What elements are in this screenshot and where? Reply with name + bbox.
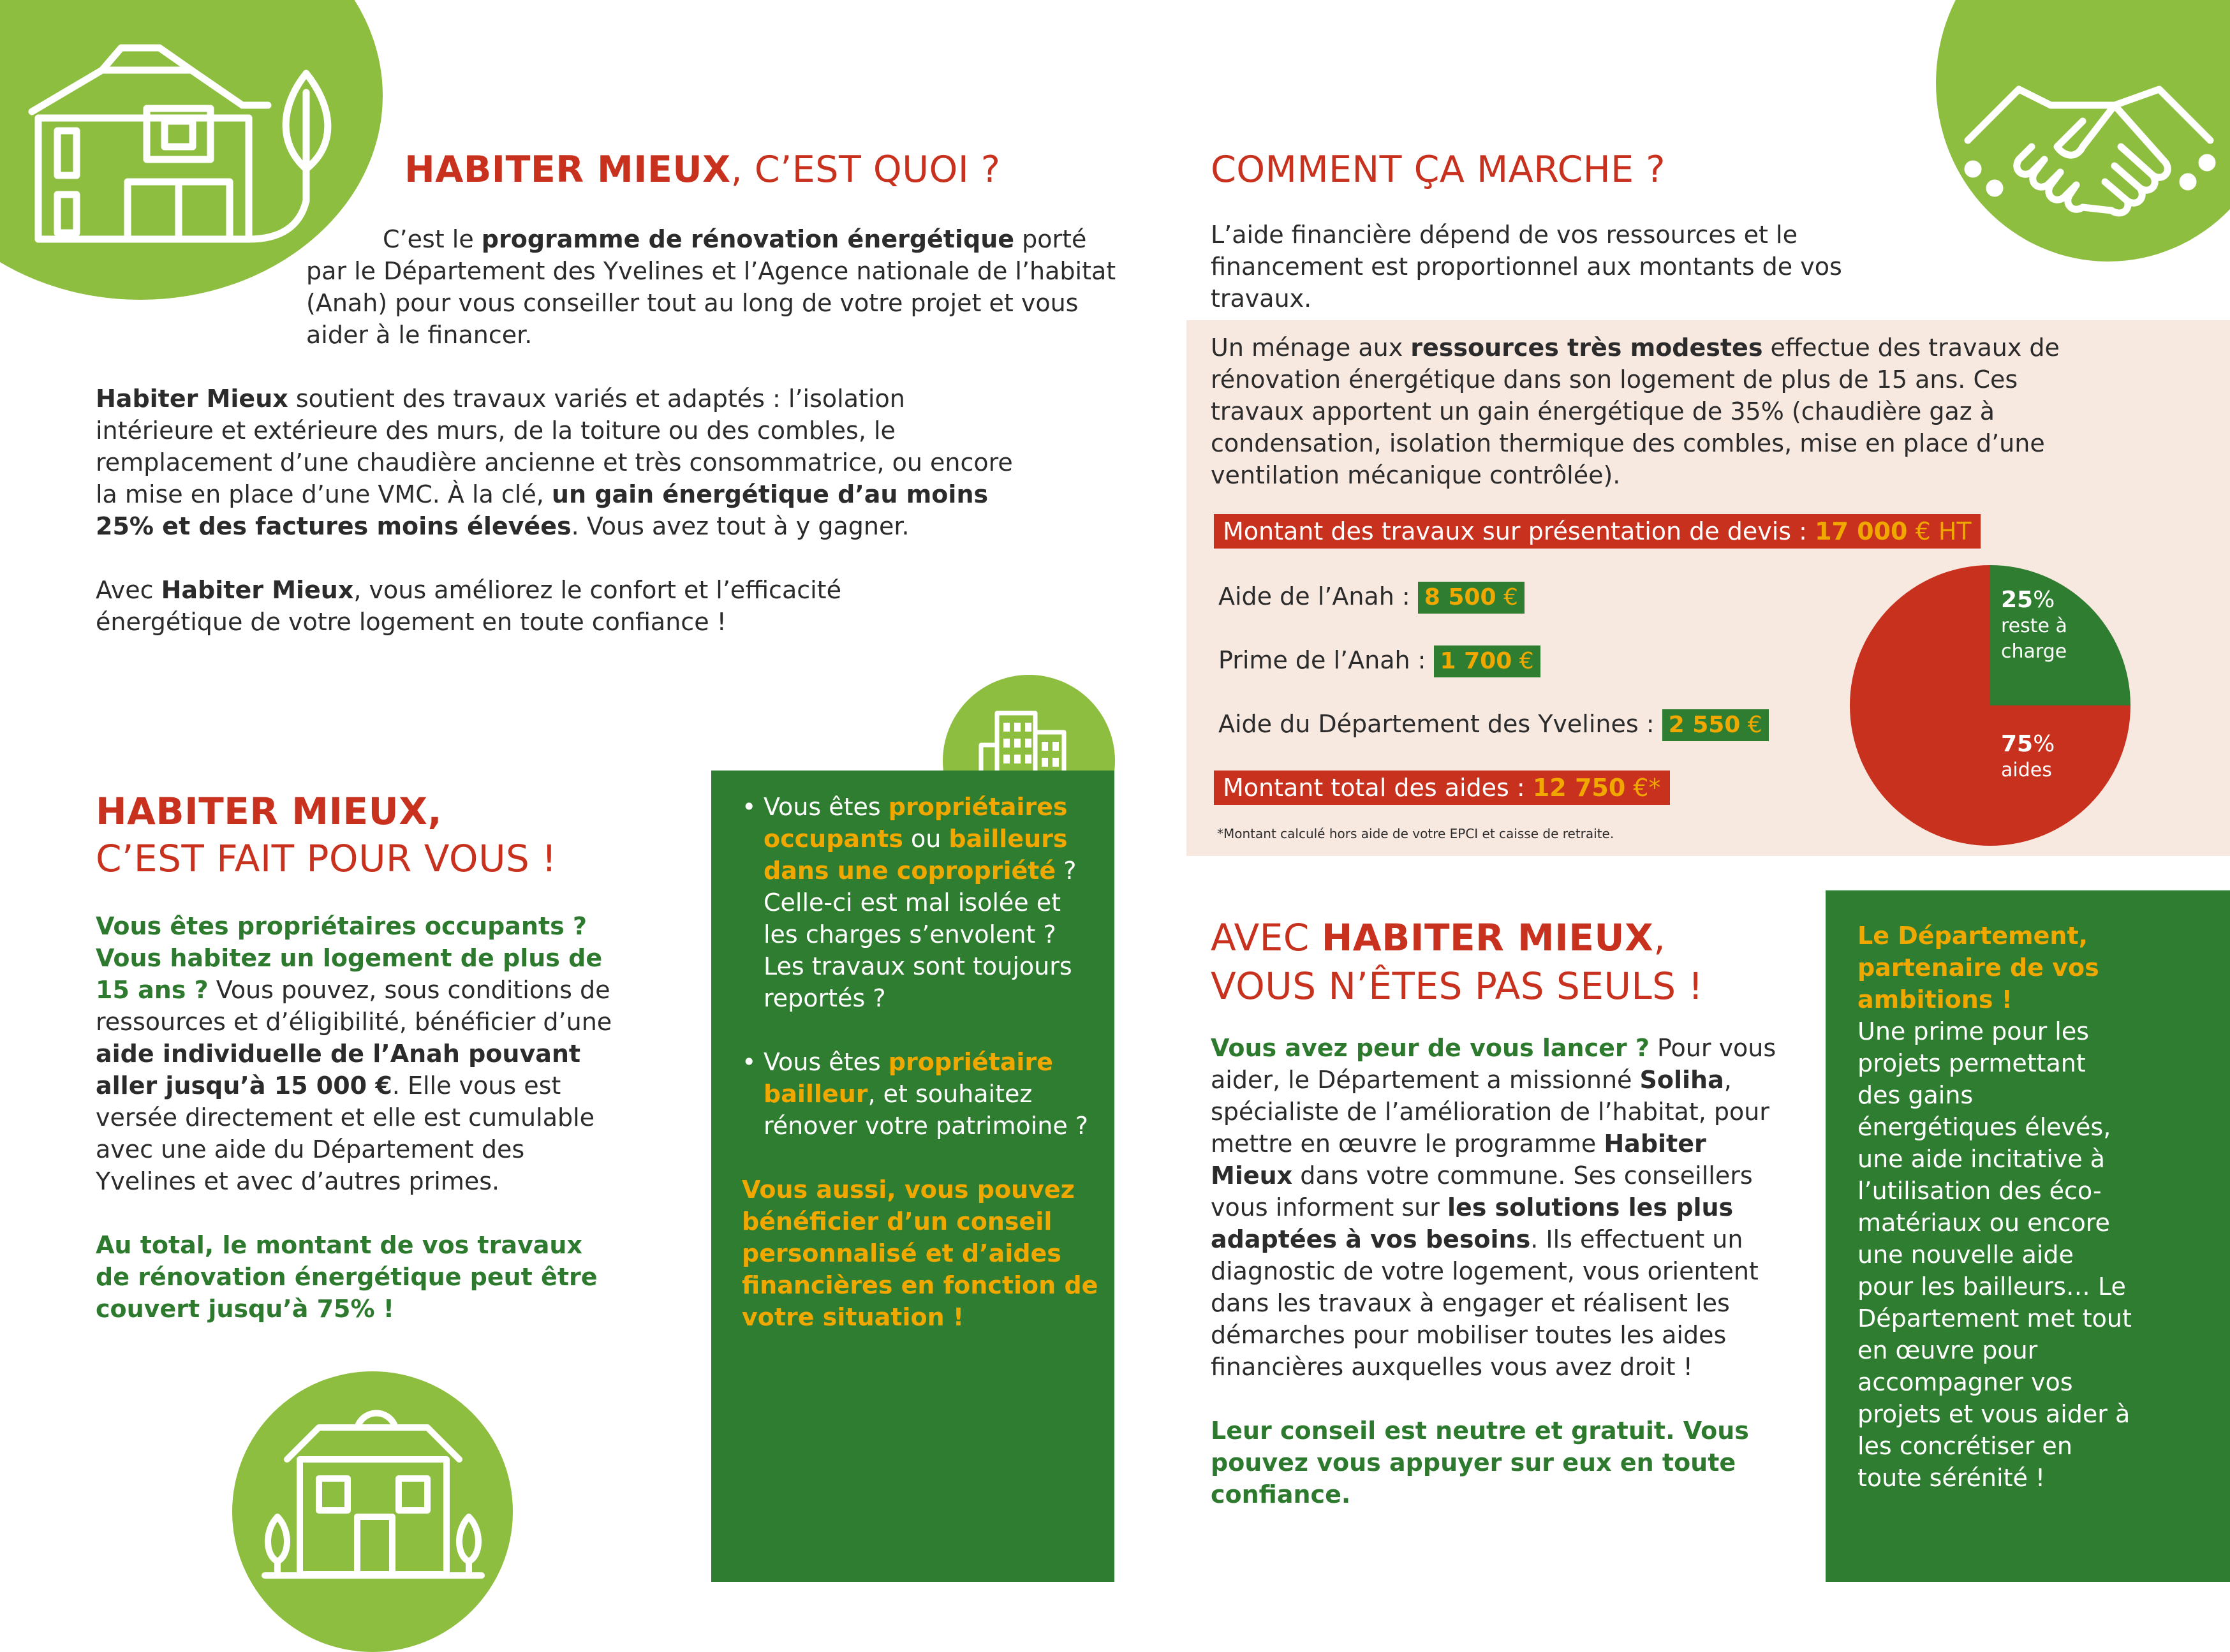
body-d: . Vous avez tout à y gagner. xyxy=(571,512,910,540)
how-intro: L’aide financière dépend de vos ressources et le financement est proportionnel aux montants de vos travaux. xyxy=(1211,220,1842,313)
aid-value: 1 700 xyxy=(1440,648,1512,674)
na-e: Habiter Mieux xyxy=(1211,1130,1706,1190)
b2-c: , et souhaitez rénover votre patrimoine ? xyxy=(764,1080,1088,1140)
owners-bullet-1 xyxy=(742,791,1099,1014)
aid-value: 2 550 xyxy=(1668,712,1741,738)
devis-line xyxy=(1214,514,1981,549)
devis-pill xyxy=(1214,514,1981,549)
aid-label: Aide de l’Anah : xyxy=(1218,582,1418,610)
for-you-title-1: HABITER MIEUX, xyxy=(96,790,443,833)
footnote: *Montant calculé hors aide de votre EPCI et caisse de retraite. xyxy=(1217,826,1614,841)
body-b: soutient des travaux variés et adaptés : l’isolation intérieure et extérieure des murs, de la toiture ou des combles, le remplacement d’une chaudière ancienne et très consommatrice, ou encore la mise en place d’une VMC. À la clé, xyxy=(96,385,1013,508)
ex-a: Un ménage aux xyxy=(1211,334,1411,362)
for-you-total: Au total, le montant de vos travaux de rénovation énergétique peut être couvert jusqu’à 75% ! xyxy=(96,1231,598,1323)
ex-b: ressources très modestes xyxy=(1410,334,1763,362)
na-title-2: VOUS N’ÊTES PAS SEULS ! xyxy=(1211,964,1704,1008)
for-you-b: Vous pouvez, sous conditions de ressources et d’éligibilité, bénéficier d’une xyxy=(96,976,612,1036)
aid-value-pill xyxy=(1434,645,1540,677)
owners-panel-content xyxy=(742,791,1099,1333)
what-intro xyxy=(306,223,1116,351)
aid-value-pill xyxy=(1418,582,1525,614)
section-for-you xyxy=(96,788,612,1325)
for-you-body xyxy=(96,910,612,1197)
departement-panel-content xyxy=(1857,920,2215,1494)
aid-pie-chart xyxy=(1843,559,2137,852)
aid-label: Aide du Département des Yvelines : xyxy=(1218,710,1662,738)
aid-row-prime xyxy=(1218,644,1540,677)
total-pill xyxy=(1214,771,1670,805)
b2-a: Vous êtes xyxy=(764,1048,889,1076)
closing-a: Avec xyxy=(96,576,161,604)
house-leaf-icon xyxy=(26,35,344,246)
total-unit: €* xyxy=(1625,774,1661,802)
rest-l1: reste à xyxy=(2001,615,2067,637)
aides-value: 75 xyxy=(2001,731,2034,757)
aides-l1: aides xyxy=(2001,759,2052,781)
na-title-b: HABITER MIEUX xyxy=(1321,916,1654,959)
rest-pct: % xyxy=(2033,587,2055,613)
slice-label-aides xyxy=(2001,731,2055,783)
aid-value-pill xyxy=(1662,709,1769,741)
closing-c: , vous améliorez le confort et l’efficacité énergétique de votre logement en toute confiance ! xyxy=(96,576,841,636)
devis-value: 17 000 xyxy=(1815,517,1908,545)
not-alone-closing: Leur conseil est neutre et gratuit. Vous pouvez vous appuyer sur eux en toute confiance. xyxy=(1211,1417,1749,1508)
departement-body: Une prime pour les projets permettant des gains énergétiques élevés, une aide incitative à l’utilisation des éco-matériaux ou encore une nouvelle aide pour les bailleurs… Le Département met tout en œuvre pour accompagner vos projets et vous aider à les concrétiser en toute sérénité ! xyxy=(1857,1017,2132,1492)
na-c: Soliha xyxy=(1639,1066,1724,1094)
b1-c: ou xyxy=(903,825,949,853)
total-line xyxy=(1214,771,1670,805)
total-value: 12 750 xyxy=(1532,774,1626,802)
aid-row-anah xyxy=(1218,580,1525,614)
aid-unit: € xyxy=(1512,648,1534,674)
na-d: , spécialiste de l’amélioration de l’habitat, pour mettre en œuvre le programme xyxy=(1211,1066,1769,1158)
devis-unit: € HT xyxy=(1907,517,1972,545)
b1-b: propriétaires occupants xyxy=(764,793,1068,853)
how-title: COMMENT ÇA MARCHE ? xyxy=(1211,149,1666,191)
aid-label: Prime de l’Anah : xyxy=(1218,646,1434,674)
for-you-title xyxy=(96,788,612,882)
b1-a: Vous êtes xyxy=(764,793,889,821)
na-b: Pour vous aider, le Département a missionné xyxy=(1211,1034,1776,1094)
not-alone-title xyxy=(1211,913,1785,1010)
aid-unit: € xyxy=(1496,584,1518,610)
closing-b: Habiter Mieux xyxy=(161,576,354,604)
owners-bullet-2 xyxy=(742,1046,1099,1142)
pie-svg xyxy=(1843,559,2137,852)
b2-b: propriétaire bailleur xyxy=(764,1048,1053,1108)
na-g: les solutions les plus adaptées à vos besoins xyxy=(1211,1193,1734,1253)
departement-title: Le Département, partenaire de vos ambitions ! xyxy=(1857,922,2099,1014)
not-alone-body xyxy=(1211,1032,1785,1383)
na-h: . Ils effectuent un diagnostic de votre logement, vous orientent dans les travaux à engager et réalisent les démarches pour mobiliser toutes les aides financières auxquelles vous avez droit ! xyxy=(1211,1225,1759,1381)
title-rest: , C’EST QUOI ? xyxy=(730,149,1001,191)
b1-e: ? Celle-ci est mal isolée et les charges s’envolent ? Les travaux sont toujours reportés ? xyxy=(764,857,1077,1012)
for-you-c: aide individuelle de l’Anah pouvant aller jusqu’à 15 000 € xyxy=(96,1040,581,1100)
house-trees-icon xyxy=(262,1389,485,1581)
for-you-a: Vous êtes propriétaires occupants ? Vous habitez un logement de plus de 15 ans ? xyxy=(96,912,603,1004)
body-a: Habiter Mieux xyxy=(96,385,288,413)
what-closing xyxy=(96,574,976,638)
aides-pct: % xyxy=(2033,731,2055,757)
example-text xyxy=(1211,332,2104,491)
section-what-title xyxy=(404,147,1001,193)
aid-value: 8 500 xyxy=(1424,584,1496,610)
bullet-dot: • xyxy=(742,793,757,821)
intro-a: C’est le xyxy=(383,225,482,253)
aid-row-departement xyxy=(1218,708,1769,741)
slice-label-rest xyxy=(2001,587,2067,665)
for-you-d: . Elle vous est versée directement et elle est cumulable avec une aide du Département des Yvelines et avec d’autres primes. xyxy=(96,1072,595,1195)
rest-value: 25 xyxy=(2001,587,2034,613)
section-not-alone xyxy=(1211,913,1785,1510)
rest-l2: charge xyxy=(2001,640,2067,663)
b1-d: bailleurs dans une copropriété xyxy=(764,825,1068,885)
bullet-dot: • xyxy=(742,1048,757,1076)
devis-label: Montant des travaux sur présentation de devis : xyxy=(1223,517,1815,545)
body-c: un gain énergétique d’au moins 25% et des factures moins élevées xyxy=(96,480,989,540)
ex-c: effectue des travaux de rénovation énergétique dans son logement de plus de 15 ans. Ces travaux apportent un gain énergétique de 35% (chaudière gaz à condensation, isolation thermique des combles, mise en place d’une ventilation mécanique contrôlée). xyxy=(1211,334,2060,489)
for-you-title-2: C’EST FAIT POUR VOUS ! xyxy=(96,837,558,880)
handshake-icon xyxy=(1955,51,2223,262)
what-body xyxy=(96,383,1014,542)
na-title-a: AVEC xyxy=(1211,916,1322,959)
intro-b: programme de rénovation énergétique xyxy=(481,225,1015,253)
title-bold: HABITER MIEUX xyxy=(404,149,731,191)
na-a: Vous avez peur de vous lancer ? xyxy=(1211,1034,1650,1062)
section-how xyxy=(1211,147,1976,314)
aid-unit: € xyxy=(1740,712,1762,738)
example-paragraph xyxy=(1211,332,2104,491)
intro-c: porté par le Département des Yvelines et l’Agence nationale de l’habitat (Anah) pour vous conseiller tout au long de votre projet et vous aider à le financer. xyxy=(306,225,1116,349)
total-label: Montant total des aides : xyxy=(1223,774,1533,802)
na-f: dans votre commune. Ses conseillers vous informent sur xyxy=(1211,1162,1753,1221)
na-title-c: , xyxy=(1653,916,1666,959)
owners-closing: Vous aussi, vous pouvez bénéficier d’un conseil personnalisé et d’aides financières en fonction de votre situation ! xyxy=(742,1176,1098,1331)
